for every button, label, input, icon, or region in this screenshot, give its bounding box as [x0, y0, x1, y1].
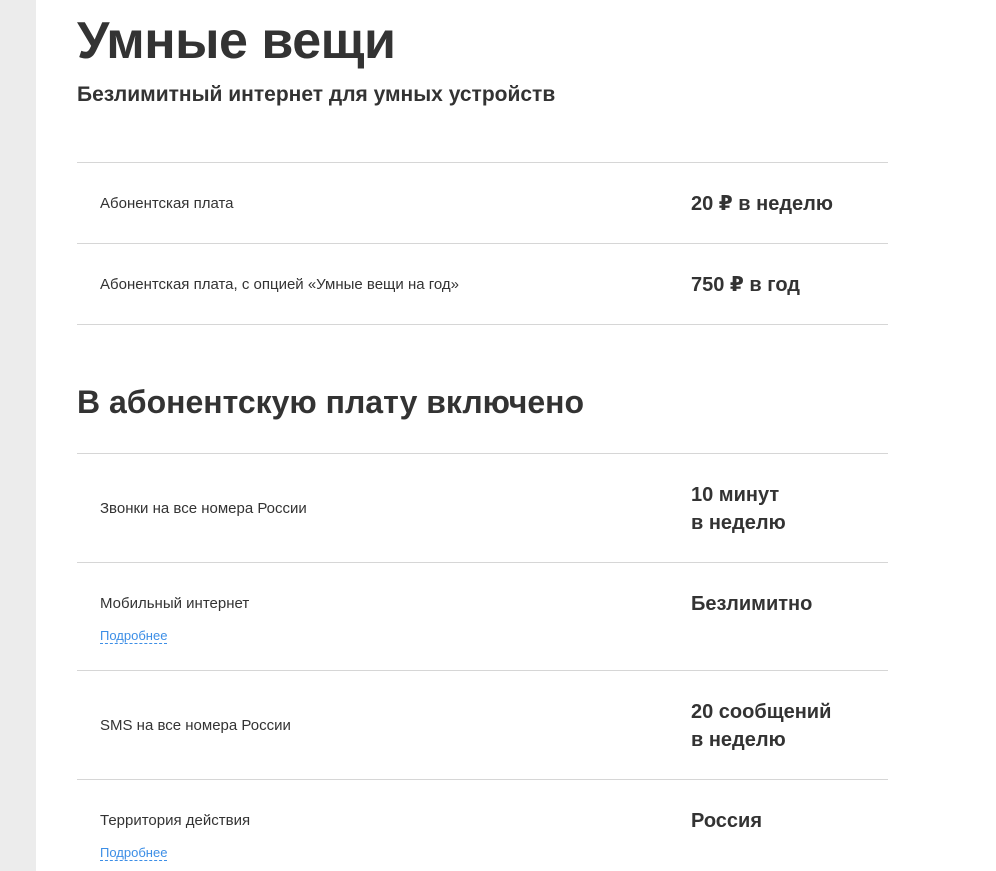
pricing-value: 750 ₽ в год — [691, 274, 800, 296]
included-section-title: В абонентскую плату включено — [77, 384, 585, 420]
included-label: SMS на все номера России — [100, 717, 291, 734]
included-value: 10 минут в неделю — [691, 484, 786, 534]
included-value: 20 сообщений в неделю — [691, 701, 832, 751]
included-row-calls — [77, 453, 888, 562]
more-details-link[interactable]: Подробнее — [100, 628, 168, 643]
included-label: Звонки на все номера России — [100, 500, 307, 517]
pricing-row-weekly — [77, 162, 888, 243]
pricing-label: Абонентская плата, с опцией «Умные вещи на год» — [100, 276, 459, 293]
included-label: Территория действия — [100, 812, 251, 829]
pricing-row-yearly — [77, 243, 888, 325]
left-side-strip — [0, 0, 36, 871]
included-value: Россия — [691, 810, 763, 832]
included-row-territory — [77, 779, 888, 871]
page-subtitle: Безлимитный интернет для умных устройств — [77, 83, 556, 106]
included-row-internet — [77, 562, 888, 670]
included-row-sms — [77, 670, 888, 779]
page-title: Умные вещи — [77, 12, 396, 70]
pricing-table — [77, 162, 888, 325]
more-details-link[interactable]: Подробнее — [100, 845, 168, 860]
included-label: Мобильный интернет — [100, 595, 250, 612]
included-table — [77, 453, 888, 871]
included-value: Безлимитно — [691, 593, 813, 615]
pricing-label: Абонентская плата — [100, 195, 234, 212]
pricing-value: 20 ₽ в неделю — [691, 193, 833, 215]
